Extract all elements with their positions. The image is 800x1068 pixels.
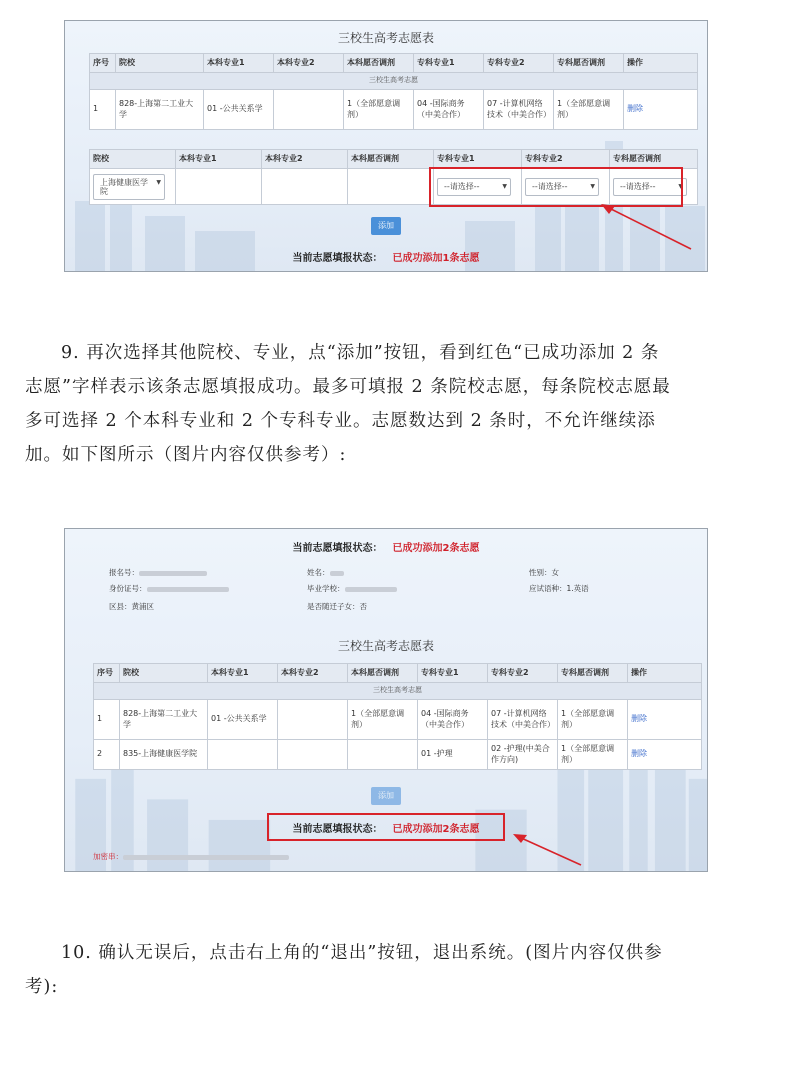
status-line xyxy=(65,820,707,835)
info-reg-no: 报名号： xyxy=(109,567,207,578)
redacted-value xyxy=(147,587,229,592)
redacted-value xyxy=(345,587,397,592)
col-header-ug-major-1: 本科专业1 xyxy=(208,664,278,683)
col-header-ug-major-1: 本科专业1 xyxy=(204,54,274,73)
info-school: 毕业学校： xyxy=(307,583,397,594)
col-header-jc-major-2: 专科专业2 xyxy=(488,664,558,683)
col-header-jc-adjust: 专科愿否调剂 xyxy=(554,54,624,73)
redacted-value xyxy=(139,571,207,576)
volunteer-table xyxy=(89,53,698,130)
col-header-jc-adjust: 专科愿否调剂 xyxy=(558,664,628,683)
screenshot-1 xyxy=(64,20,708,272)
cell-ug-major-1: 01 -公共关系学 xyxy=(204,90,274,130)
cell-ug-adjust: 1（全部愿意调剂） xyxy=(348,700,418,740)
encrypted-string: 加密串： xyxy=(93,851,289,862)
cell-jc-major-2: 07 -计算机网络技术（中美合作） xyxy=(484,90,554,130)
col-header-ug-adjust: 本科愿否调剂 xyxy=(344,54,414,73)
cell-jc-adjust: 1（全部愿意调剂） xyxy=(554,90,624,130)
redacted-value xyxy=(123,855,289,860)
cell-jc-major-1: 04 -国际商务（中美合作） xyxy=(418,700,488,740)
col-header-action: 操作 xyxy=(624,54,698,73)
cell-school: 835-上海健康医学院 xyxy=(120,740,208,770)
jc-major-2-placeholder: --请选择-- xyxy=(532,181,568,191)
status-label: 当前志愿填报状态： xyxy=(292,253,383,264)
delete-link[interactable]: 删除 xyxy=(628,740,702,770)
col-header-jc-major-2: 专科专业2 xyxy=(484,54,554,73)
col-header-index: 序号 xyxy=(94,664,120,683)
info-district: 区县：黄浦区 xyxy=(109,602,154,611)
top-status-label: 当前志愿填报状态： xyxy=(292,543,383,554)
cell-jc-adjust: 1（全部愿意调剂） xyxy=(558,740,628,770)
school-select-value: 上海健康医学院 xyxy=(100,177,148,197)
form-header-jc-major-2: 专科专业2 xyxy=(522,150,610,169)
col-header-ug-major-2: 本科专业2 xyxy=(278,664,348,683)
cell-jc-adjust: 1（全部愿意调剂） xyxy=(558,700,628,740)
cell-index: 1 xyxy=(94,700,120,740)
cell-ug-major-2 xyxy=(274,90,344,130)
jc-major-1-placeholder: --请选择-- xyxy=(444,181,480,191)
cell-ug-adjust: 1（全部愿意调剂） xyxy=(344,90,414,130)
form-header-ug-adjust: 本科愿否调剂 xyxy=(348,150,434,169)
red-arrow-icon xyxy=(595,201,695,253)
red-arrow-icon xyxy=(509,829,585,869)
cell-jc-major-1: 01 -护理 xyxy=(418,740,488,770)
add-button[interactable]: 添加 xyxy=(371,217,401,235)
cell-ug-major-2 xyxy=(278,700,348,740)
chevron-down-icon: ▼ xyxy=(590,182,595,190)
top-status-line xyxy=(65,539,707,554)
col-header-action: 操作 xyxy=(628,664,702,683)
status-value: 已成功添加2条志愿 xyxy=(392,824,480,835)
delete-link[interactable]: 删除 xyxy=(624,90,698,130)
chevron-down-icon: ▼ xyxy=(502,182,507,190)
redacted-value xyxy=(330,571,344,576)
info-gender: 性别：女 xyxy=(529,568,559,577)
cell-ug-major-1 xyxy=(208,740,278,770)
info-name: 姓名： xyxy=(307,567,344,578)
form-header-ug-major-2: 本科专业2 xyxy=(262,150,348,169)
chevron-down-icon: ▼ xyxy=(678,182,683,190)
form-header-jc-adjust: 专科愿否调剂 xyxy=(610,150,698,169)
cell-index: 1 xyxy=(90,90,116,130)
school-select[interactable] xyxy=(93,174,165,200)
table-row xyxy=(90,90,698,130)
step-9-text: 9. 再次选择其他院校、专业，点“添加”按钮，看到红色“已成功添加 2 条志愿”字样表示该条志愿填报成功。最多可填报 2 条院校志愿，每条院校志愿最多可选择 2 个本科专业和 2 个专科专业。志愿数达到 2 条时，不允许继续添加。如下图所示（图片内容仅供参考）: xyxy=(25,343,671,465)
status-label: 当前志愿填报状态： xyxy=(292,824,383,835)
screenshot-2 xyxy=(64,528,708,872)
chevron-down-icon: ▼ xyxy=(156,178,161,186)
cell-jc-major-2: 02 -护理(中美合作方向) xyxy=(488,740,558,770)
form-header-school: 院校 xyxy=(90,150,176,169)
cell-school: 828-上海第二工业大学 xyxy=(120,700,208,740)
status-value: 已成功添加1条志愿 xyxy=(392,253,480,264)
step-10-text: 10. 确认无误后，点击右上角的“退出”按钮，退出系统。(图片内容仅供参考): xyxy=(25,943,663,997)
info-language: 应试语种：1.英语 xyxy=(529,584,589,593)
group-label: 三校生高考志愿 xyxy=(94,683,702,700)
form-title: 三校生高考志愿表 xyxy=(337,639,434,653)
delete-link[interactable]: 删除 xyxy=(628,700,702,740)
cell-index: 2 xyxy=(94,740,120,770)
cell-jc-major-2: 07 -计算机网络技术（中美合作） xyxy=(488,700,558,740)
cell-jc-major-1: 04 -国际商务（中美合作） xyxy=(414,90,484,130)
col-header-jc-major-1: 专科专业1 xyxy=(418,664,488,683)
cell-ug-adjust xyxy=(348,740,418,770)
col-header-school: 院校 xyxy=(120,664,208,683)
add-button-disabled: 添加 xyxy=(371,787,401,805)
form-title: 三校生高考志愿表 xyxy=(337,31,434,45)
table-row xyxy=(94,700,702,740)
info-id-no: 身份证号： xyxy=(109,583,229,594)
table-row xyxy=(94,740,702,770)
group-label: 三校生高考志愿 xyxy=(90,73,698,90)
info-migrant: 是否随迁子女：否 xyxy=(307,602,367,611)
cell-school: 828-上海第二工业大学 xyxy=(116,90,204,130)
cell-ug-major-1: 01 -公共关系学 xyxy=(208,700,278,740)
top-status-value: 已成功添加2条志愿 xyxy=(392,543,480,554)
form-header-jc-major-1: 专科专业1 xyxy=(434,150,522,169)
form-header-ug-major-1: 本科专业1 xyxy=(176,150,262,169)
status-line xyxy=(65,249,707,264)
cell-ug-major-2 xyxy=(278,740,348,770)
col-header-ug-adjust: 本科愿否调剂 xyxy=(348,664,418,683)
col-header-school: 院校 xyxy=(116,54,204,73)
volunteer-table xyxy=(93,663,702,770)
col-header-ug-major-2: 本科专业2 xyxy=(274,54,344,73)
jc-adjust-placeholder: --请选择-- xyxy=(620,181,656,191)
col-header-jc-major-1: 专科专业1 xyxy=(414,54,484,73)
col-header-index: 序号 xyxy=(90,54,116,73)
